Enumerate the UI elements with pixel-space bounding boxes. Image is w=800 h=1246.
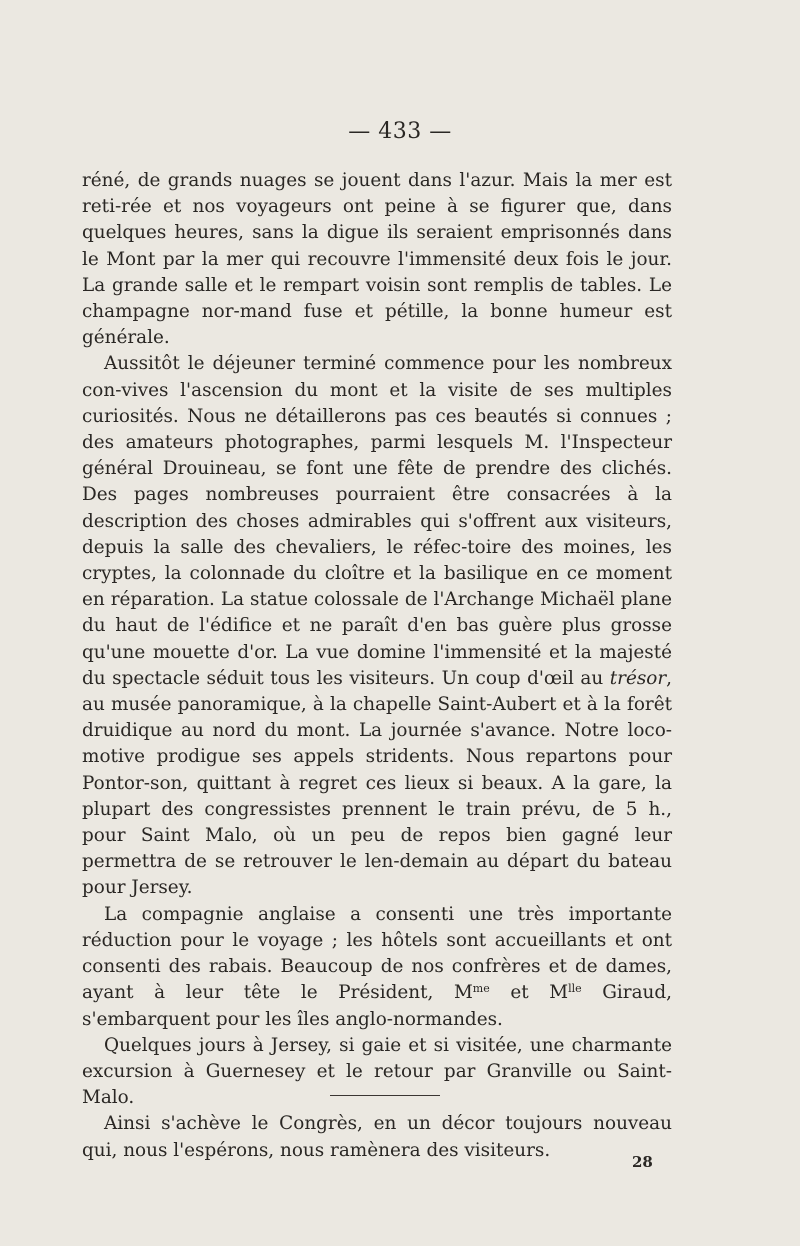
printer-signature-mark: 28 bbox=[632, 1153, 653, 1171]
paragraph-5 bbox=[82, 1111, 672, 1163]
superscript-mademoiselle: lle bbox=[568, 982, 582, 996]
paragraph-text: , au musée panoramique, à la chapelle Saint-Aubert et à la forêt druidique au nord du mont. La journée s'avance. Notre loco-motive prodigue ses appels stridents. Nous repartons pour Pontor-son, quittant à regret ces lieux si beaux. A la gare, la plupart des congressistes prennent le train prévu, de 5 h., pour Saint Malo, où un peu de repos bien gagné leur permettra de se retrouver le len-demain au départ du bateau pour Jersey. bbox=[82, 667, 672, 899]
paragraph-text: Giraud, s'embarquent pour les îles anglo-normandes. bbox=[82, 982, 673, 1030]
italic-word-tresor: trésor bbox=[609, 667, 667, 689]
paragraph-3 bbox=[82, 902, 672, 1033]
paragraph-text: et M bbox=[489, 982, 569, 1004]
paragraph-text: Ainsi s'achève le Congrès, en un décor toujours nouveau qui, nous l'espérons, nous ramènera des visiteurs. bbox=[82, 1113, 672, 1161]
paragraph-text: réné, de grands nuages se jouent dans l'azur. Mais la mer est reti-rée et nos voyageurs ont peine à se figurer que, dans quelques heures, sans la digue ils seraient emprisonnés dans le Mont par la mer qui recouvre l'immensité deux fois le jour. La grande salle et le rempart voisin sont remplis de tables. Le champagne nor-mand fuse et pétille, la bonne humeur est générale. bbox=[82, 170, 672, 349]
paragraph-1 bbox=[82, 168, 672, 351]
paragraph-text: La compagnie anglaise a consenti une très importante réduction pour le voyage ; les hôtels sont accueillants et ont consenti des rabais. Beaucoup de nos confrères et de dames, ayant à leur tête le Président, M bbox=[82, 903, 672, 1004]
page-number: — 433 — bbox=[348, 119, 452, 144]
paragraph-2 bbox=[82, 351, 672, 901]
paragraph-4 bbox=[82, 1033, 672, 1112]
body-text bbox=[82, 168, 672, 1164]
paragraph-text: Quelques jours à Jersey, si gaie et si visitée, une charmante excursion à Guernesey et le retour par Granville ou Saint-Malo. bbox=[82, 1034, 672, 1109]
paragraph-text: Aussitôt le déjeuner terminé commence pour les nombreux con-vives l'ascension du mont et la visite de ses multiples curiosités. Nous ne détaillerons pas ces beautés si connues ; des amateurs photographes, parmi lesquels M. l'Inspecteur général Drouineau, se font une fête de prendre des clichés. Des pages nombreuses pourraient être consacrées à la description des choses admirables qui s'offrent aux visiteurs, depuis la salle des chevaliers, le réfec-toire des moines, les cryptes, la colonnade du cloître et la basilique en ce moment en réparation. La statue colossale de l'Archange Michaël plane du haut de l'édifice et ne paraît d'en bas guère plus grosse qu'une mouette d'or. La vue domine l'immensité et la majesté du spectacle séduit tous les visiteurs. Un coup d'œil au bbox=[82, 353, 672, 689]
section-divider bbox=[330, 1095, 440, 1096]
superscript-madame: me bbox=[472, 982, 490, 996]
